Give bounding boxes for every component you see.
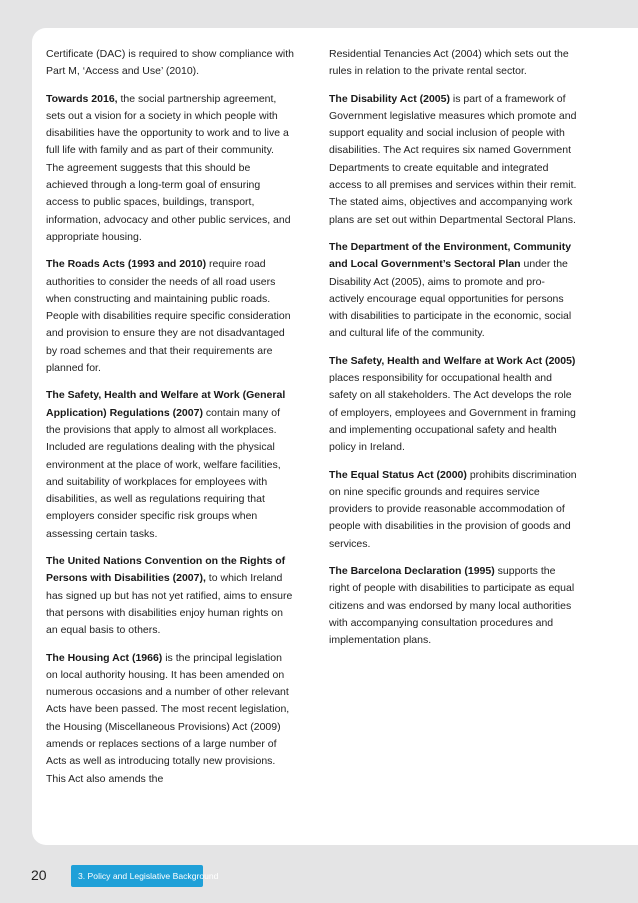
paragraph-heading: The Safety, Health and Welfare at Work Act (2005) <box>329 354 576 367</box>
paragraph-heading: The Disability Act (2005) <box>329 92 450 105</box>
paragraph-text: to which Ireland has signed up but has not yet ratified, aims to ensure that persons with disabilities enjoy human rights on an equal basis to others. <box>46 572 293 637</box>
paragraph <box>46 46 294 81</box>
paragraph-heading: The Housing Act (1966) <box>46 651 163 664</box>
paragraph-text: contain many of the provisions that apply to almost all workplaces. Included are regulations dealing with the physical environment at the place of work, welfare facilities, and suitability of workplaces for employees with disabilities, as well as regulations requiring that employers consider specific risk groups when assessing certain tasks. <box>46 406 281 540</box>
paragraph <box>329 353 577 457</box>
page-footer <box>0 860 638 890</box>
paragraph-text: is the principal legislation on local authority housing. It has been amended on numerous occasions and a number of other relevant Acts have been passed. The most recent legislation, the Housing (Miscellaneous Provisions) Act (2009) amends or replaces sections of a large number of Acts as well as introducing totally new provisions. This Act also amends the <box>46 651 290 785</box>
paragraph-heading: The Department of the Environment, Community and Local Government’s Sectoral Plan <box>329 240 572 271</box>
paragraph-text: Residential Tenancies Act (2004) which sets out the rules in relation to the private rental sector. <box>329 48 569 78</box>
paragraph-heading: The Equal Status Act (2000) <box>329 468 467 481</box>
section-tab: 3. Policy and Legislative Background <box>71 865 203 887</box>
paragraph-heading: The United Nations Convention on the Rights of Persons with Disabilities (2007), <box>46 555 286 585</box>
paragraph <box>329 46 577 81</box>
paragraph <box>329 239 577 343</box>
left-column <box>46 46 294 798</box>
paragraph <box>329 91 577 229</box>
paragraph-text: Certificate (DAC) is required to show compliance with Part M, ‘Access and Use’ (2010). <box>46 48 295 78</box>
page-number: 20 <box>31 867 47 883</box>
paragraph <box>46 553 294 639</box>
paragraph-heading: The Safety, Health and Welfare at Work (General Application) Regulations (2007) <box>46 389 286 419</box>
paragraph-text: require road authorities to consider the needs of all road users when constructing and maintaining public roads. People with disabilities require specific consideration and provision to ensure they are not disadvantaged by road schemes and that their requirements are planned for. <box>46 258 291 375</box>
paragraph-text: is part of a framework of Government legislative measures which promote and support equality and social inclusion of people with disabilities. The Act requires six named Government Departments to create equitable and integrated access to all premises and services within their remit. The stated aims, objectives and accompanying work plans are set out within Departmental Sectoral Plans. <box>329 92 577 226</box>
paragraph <box>46 387 294 543</box>
paragraph <box>329 467 577 553</box>
paragraph <box>46 256 294 377</box>
paragraph <box>46 650 294 788</box>
paragraph <box>329 563 577 649</box>
paragraph-heading: Towards 2016, <box>46 92 118 105</box>
paragraph-text: places responsibility for occupational health and safety on all stakeholders. The Act develops the role of employers, employees and Government in framing and implementing occupational safety and health policy in Ireland. <box>329 372 576 454</box>
paragraph <box>46 91 294 247</box>
paragraph-text: the social partnership agreement, sets out a vision for a society in which people with disabilities have the opportunity to work and to live a full life with family and as part of their community. The agreement suggests that this should be achieved through a long-term goal of ensuring access to public spaces, buildings, transport, information, advocacy and other public services, and appropriate housing. <box>46 92 291 243</box>
paragraph-text: supports the right of people with disabilities to participate as equal citizens and was endorsed by many local authorities with accompanying consultation procedures and implementation plans. <box>329 565 575 647</box>
right-column <box>329 46 577 660</box>
paragraph-text: prohibits discrimination on nine specific grounds and requires service providers to provide reasonable accommodation of people with disabilities in the provision of goods and services. <box>329 468 577 550</box>
page-sheet <box>32 28 638 845</box>
paragraph-heading: The Barcelona Declaration (1995) <box>329 565 495 578</box>
paragraph-heading: The Roads Acts (1993 and 2010) <box>46 258 207 271</box>
paragraph-text: under the Disability Act (2005), aims to promote and pro-actively encourage equal opportunities for persons with disabilities to participate in the economic, social and cultural life of the community. <box>329 258 572 340</box>
